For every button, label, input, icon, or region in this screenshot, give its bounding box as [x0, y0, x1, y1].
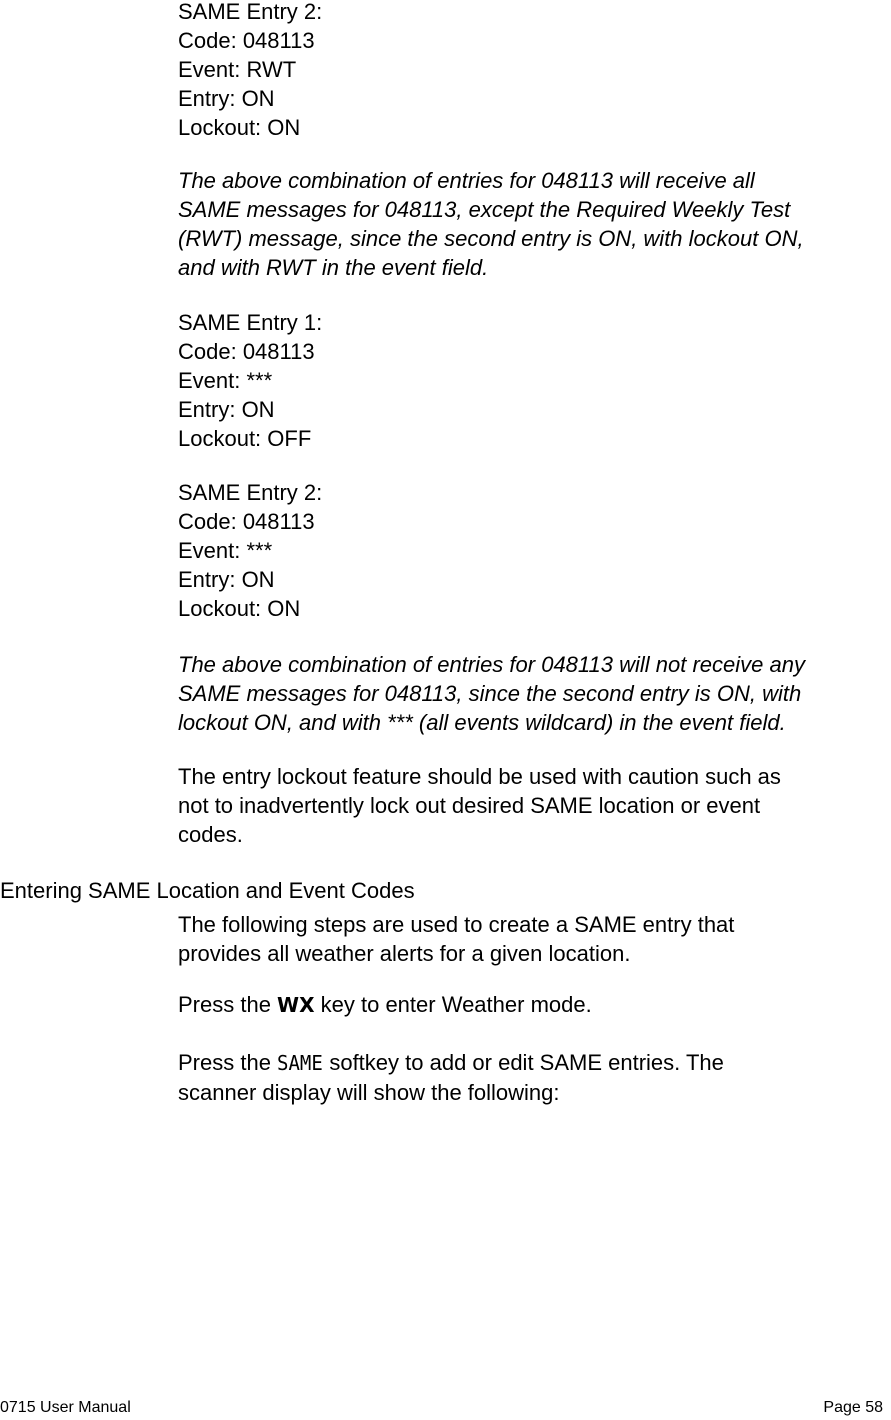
step-line [178, 1048, 891, 1078]
note-line: and with RWT in the event field. [178, 255, 489, 280]
step-press-wx [178, 990, 891, 1020]
entry-code: Code: 048113 [178, 339, 315, 364]
step-line [178, 990, 891, 1020]
entry-code: Code: 048113 [178, 509, 315, 534]
same-entry-1-wildcard [178, 308, 891, 453]
entry-lockout: Lockout: OFF [178, 426, 312, 451]
entry-title: SAME Entry 2: [178, 480, 323, 505]
wx-key-label: WX [277, 993, 315, 1017]
note-wildcard-lockout [178, 650, 891, 737]
same-entry-2-rwt [178, 0, 891, 142]
caution-line: not to inadvertently lock out desired SAME location or event [178, 793, 761, 818]
entry-title: SAME Entry 1: [178, 310, 323, 335]
step-text: softkey to add or edit SAME entries. The [323, 1050, 724, 1075]
caution-paragraph [178, 762, 891, 849]
footer-page-number: Page 58 [823, 1399, 883, 1416]
note-line: (RWT) message, since the second entry is ON, with lockout ON, [178, 226, 804, 251]
entry-event: Event: RWT [178, 57, 297, 82]
step-text: key to enter Weather mode. [314, 992, 592, 1017]
section-intro [178, 910, 891, 968]
entry-code: Code: 048113 [178, 28, 315, 53]
same-softkey-label: SAME [277, 1051, 323, 1075]
note-line: lockout ON, and with *** (all events wildcard) in the event field. [178, 710, 786, 735]
footer-manual-title: 0715 User Manual [0, 1399, 131, 1416]
entry-lockout: Lockout: ON [178, 115, 301, 140]
note-rwt-lockout [178, 166, 891, 282]
entry-title: SAME Entry 2: [178, 0, 323, 24]
note-line: The above combination of entries for 048113 will receive all [178, 168, 755, 193]
step-text: Press the [178, 992, 278, 1017]
step-text: Press the [178, 1050, 278, 1075]
section-heading: Entering SAME Location and Event Codes [0, 878, 415, 903]
intro-line: The following steps are used to create a SAME entry that [178, 912, 735, 937]
entry-status: Entry: ON [178, 567, 275, 592]
step-line: scanner display will show the following: [178, 1080, 560, 1105]
note-line: SAME messages for 048113, except the Required Weekly Test [178, 197, 791, 222]
note-line: SAME messages for 048113, since the second entry is ON, with [178, 681, 802, 706]
entry-event: Event: *** [178, 538, 273, 563]
entry-status: Entry: ON [178, 86, 275, 111]
step-press-same-softkey [178, 1048, 891, 1107]
caution-line: codes. [178, 822, 243, 847]
caution-line: The entry lockout feature should be used with caution such as [178, 764, 781, 789]
intro-line: provides all weather alerts for a given location. [178, 941, 631, 966]
entry-status: Entry: ON [178, 397, 275, 422]
entry-event: Event: *** [178, 368, 273, 393]
note-line: The above combination of entries for 048113 will not receive any [178, 652, 805, 677]
entry-lockout: Lockout: ON [178, 596, 301, 621]
same-entry-2-wildcard [178, 478, 891, 623]
